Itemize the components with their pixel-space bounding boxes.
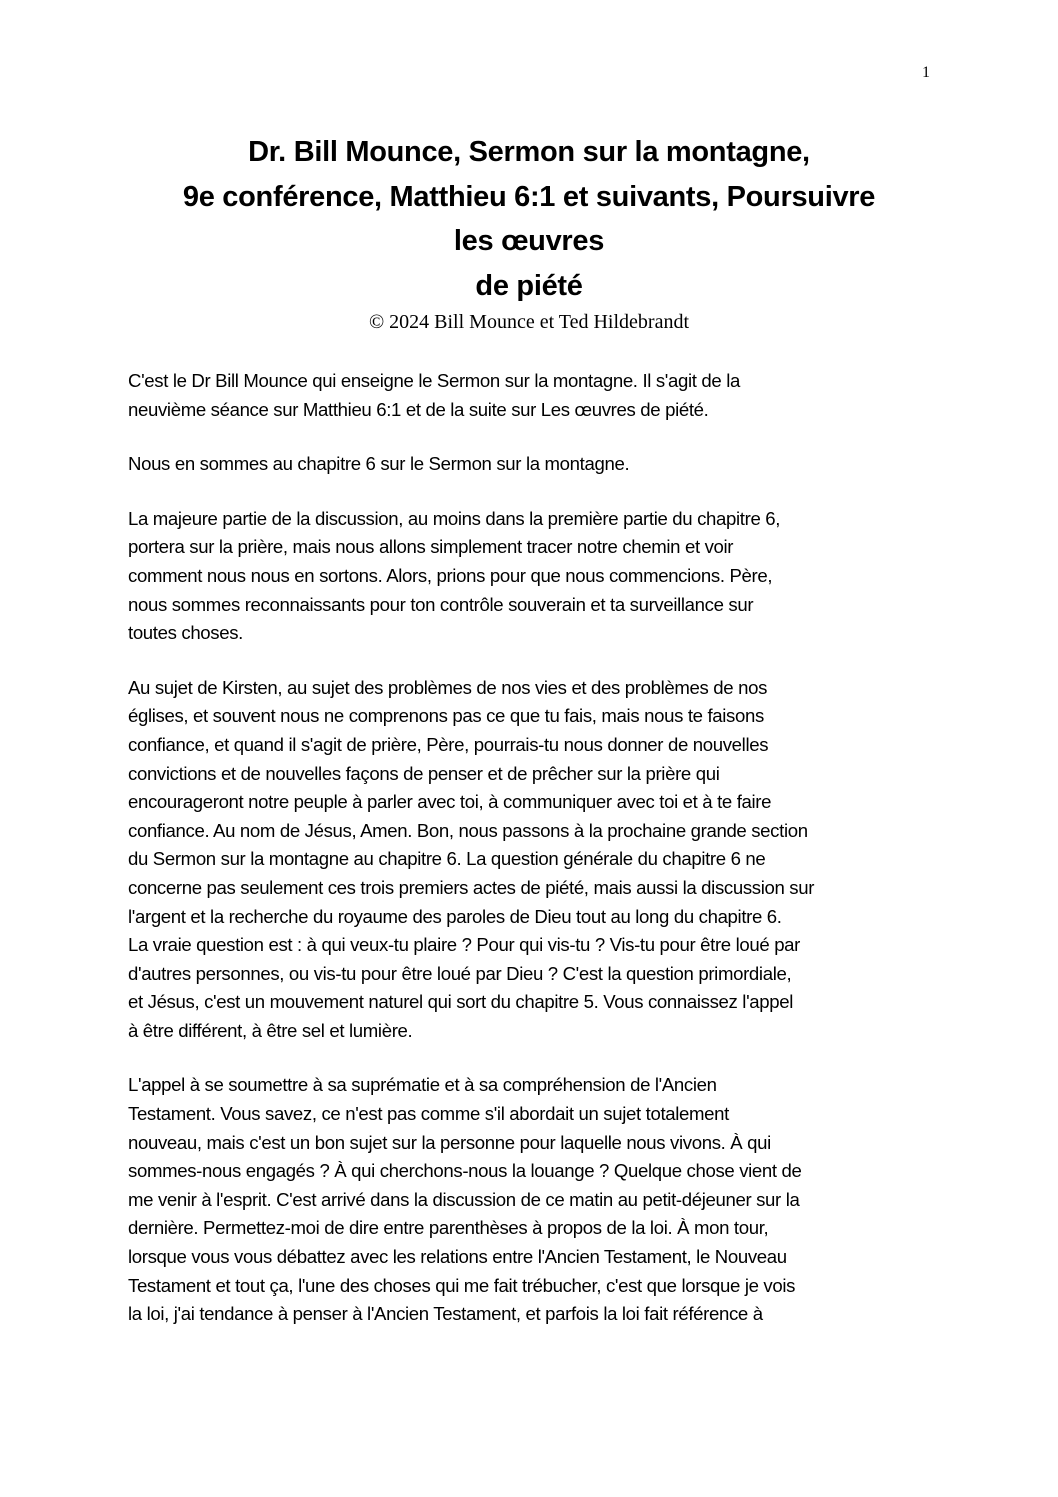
paragraph-line: Testament et tout ça, l'une des choses qui me fait trébucher, c'est que lorsque je vois <box>128 1274 796 1296</box>
paragraph-line: concerne pas seulement ces trois premiers actes de piété, mais aussi la discussion sur <box>128 876 815 898</box>
paragraph-line: dernière. Permettez-moi de dire entre parenthèses à propos de la loi. À mon tour, <box>128 1217 769 1239</box>
document-title <box>0 130 1058 308</box>
paragraph-line: églises, et souvent nous ne comprenons pas ce que tu fais, mais nous te faisons <box>128 705 764 727</box>
paragraph <box>128 505 948 648</box>
paragraph-line: l'argent et la recherche du royaume des paroles de Dieu tout au long du chapitre 6. <box>128 905 782 927</box>
paragraph-line: encourageront notre peuple à parler avec toi, à communiquer avec toi et à te faire <box>128 791 772 813</box>
copyright: © 2024 Bill Mounce et Ted Hildebrandt <box>368 311 690 333</box>
title-line: les œuvres <box>453 225 605 257</box>
paragraph-line: comment nous nous en sortons. Alors, prions pour que nous commencions. Père, <box>128 564 773 586</box>
paragraph-line: La vraie question est : à qui veux-tu plaire ? Pour qui vis-tu ? Vis-tu pour être loué par <box>128 934 801 956</box>
paragraph-line: neuvième séance sur Matthieu 6:1 et de la suite sur Les œuvres de piété. <box>128 398 709 420</box>
paragraph <box>128 367 948 424</box>
paragraph-line: et Jésus, c'est un mouvement naturel qui sort du chapitre 5. Vous connaissez l'appel <box>128 991 794 1013</box>
paragraph <box>128 1071 948 1328</box>
paragraph-line: lorsque vous vous débattez avec les relations entre l'Ancien Testament, le Nouveau <box>128 1246 787 1268</box>
paragraph-line: nous sommes reconnaissants pour ton contrôle souverain et ta surveillance sur <box>128 593 754 615</box>
paragraph-line: toutes choses. <box>128 622 243 644</box>
paragraph-line: me venir à l'esprit. C'est arrivé dans la discussion de ce matin au petit-déjeuner sur la <box>128 1188 800 1210</box>
paragraph-line: confiance, et quand il s'agit de prière, Père, pourrais-tu nous donner de nouvelles <box>128 733 769 755</box>
paragraph-line: portera sur la prière, mais nous allons simplement tracer notre chemin et voir <box>128 536 734 558</box>
title-line: 9e conférence, Matthieu 6:1 et suivants, Poursuivre <box>182 180 876 213</box>
title-line: Dr. Bill Mounce, Sermon sur la montagne, <box>248 136 810 168</box>
paragraph-line: Au sujet de Kirsten, au sujet des problèmes de nos vies et des problèmes de nos <box>128 676 768 698</box>
paragraph-line: Nous en sommes au chapitre 6 sur le Sermon sur la montagne. <box>128 453 630 475</box>
paragraph-line: sommes-nous engagés ? À qui cherchons-nous la louange ? Quelque chose vient de <box>128 1160 802 1182</box>
page-number: 1 <box>922 64 930 81</box>
paragraph-line: C'est le Dr Bill Mounce qui enseigne le Sermon sur la montagne. Il s'agit de la <box>128 370 740 391</box>
paragraph <box>128 674 948 1046</box>
paragraph-line: d'autres personnes, ou vis-tu pour être loué par Dieu ? C'est la question primordiale, <box>128 962 792 984</box>
paragraph-line: L'appel à se soumettre à sa suprématie et à sa compréhension de l'Ancien <box>128 1074 717 1096</box>
paragraph-line: la loi, j'ai tendance à penser à l'Ancien Testament, et parfois la loi fait référence à <box>128 1303 763 1325</box>
document-body <box>128 367 948 1355</box>
paragraph <box>128 450 948 479</box>
title-line: de piété <box>475 269 583 302</box>
paragraph-line: confiance. Au nom de Jésus, Amen. Bon, nous passons à la prochaine grande section <box>128 819 808 841</box>
paragraph-line: La majeure partie de la discussion, au moins dans la première partie du chapitre 6, <box>128 507 781 529</box>
paragraph-line: à être différent, à être sel et lumière. <box>128 1019 413 1041</box>
paragraph-line: convictions et de nouvelles façons de penser et de prêcher sur la prière qui <box>128 762 720 784</box>
paragraph-line: du Sermon sur la montagne au chapitre 6. La question générale du chapitre 6 ne <box>128 848 766 870</box>
paragraph-line: Testament. Vous savez, ce n'est pas comme s'il abordait un sujet totalement <box>128 1103 729 1125</box>
paragraph-line: nouveau, mais c'est un bon sujet sur la personne pour laquelle nous vivons. À qui <box>128 1131 771 1153</box>
